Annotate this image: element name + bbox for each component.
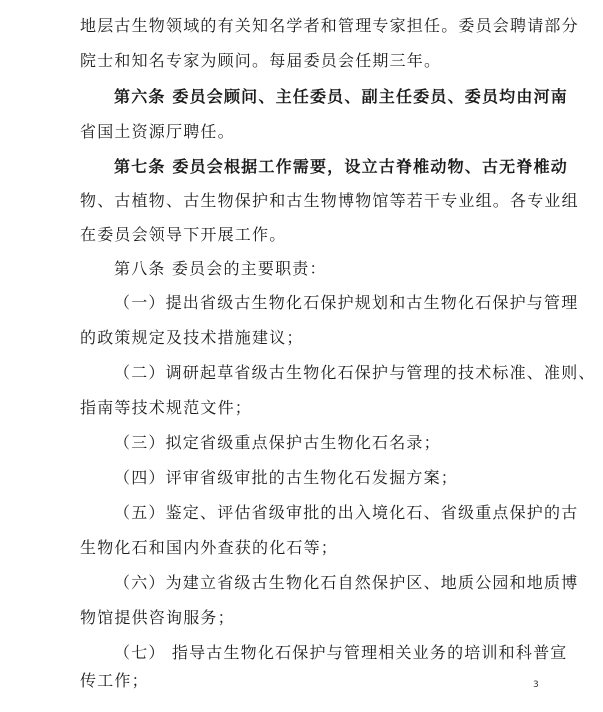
duty-item-7: （七） 指导古生物化石保护与管理相关业务的培训和科普宣 xyxy=(114,643,568,662)
text-line: 传工作； xyxy=(80,671,149,690)
text-line: 院士和知名专家为顾问。每届委员会任期三年。 xyxy=(80,51,442,70)
duty-item-5: （五）鉴定、评估省级审批的出入境化石、省级重点保护的古 xyxy=(114,503,579,522)
text-line: 省国土资源厅聘任。 xyxy=(80,122,235,141)
text-line: 地层古生物领域的有关知名学者和管理专家担任。委员会聘请部分 xyxy=(80,16,579,35)
duty-item-4: （四）评审省级审批的古生物化石发掘方案； xyxy=(114,468,459,487)
text-line: 的政策规定及技术措施建议； xyxy=(80,328,304,347)
text-line: 生物化石和国内外查获的化石等； xyxy=(80,538,339,557)
duty-item-3: （三）拟定省级重点保护古生物化石名录； xyxy=(114,433,441,452)
article-six: 第六条 委员会顾问、主任委员、副主任委员、委员均由河南 xyxy=(114,87,568,106)
text-line: 在委员会领导下开展工作。 xyxy=(80,225,287,244)
duty-item-2: （二）调研起草省级古生物化石保护与管理的技术标准、准则、 xyxy=(114,363,596,382)
page-number: 3 xyxy=(533,680,539,690)
duty-item-1: （一）提出省级古生物化石保护规划和古生物化石保护与管理 xyxy=(114,293,579,312)
article-eight: 第八条 委员会的主要职责： xyxy=(114,259,327,278)
text-line: 指南等技术规范文件； xyxy=(80,398,253,417)
text-line: 物馆提供咨询服务； xyxy=(80,608,235,627)
duty-item-6: （六）为建立省级古生物化石自然保护区、地质公园和地质博 xyxy=(114,573,579,592)
text-line: 物、古植物、古生物保护和古生物博物馆等若干专业组。各专业组 xyxy=(80,191,579,210)
article-seven: 第七条 委员会根据工作需要，设立古脊椎动物、古无脊椎动 xyxy=(114,157,568,176)
